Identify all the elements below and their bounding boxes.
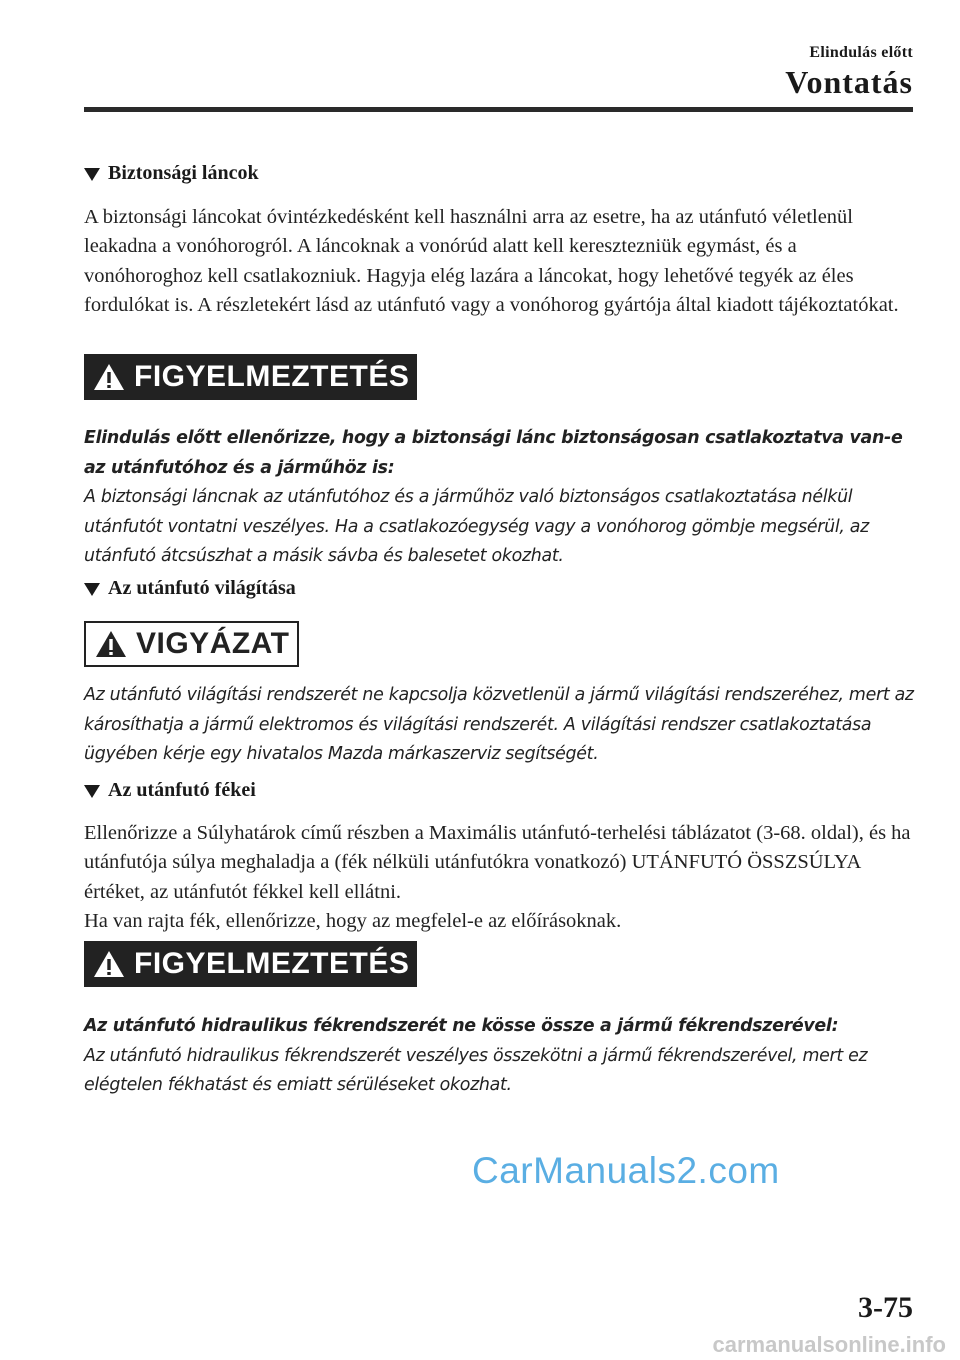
caution-body-text: Az utánfutó világítási rendszerét ne kapcsolja közvetlenül a jármű világítási rendszeréhez, mert az károsíthatja a jármű elektromos és világítási rendszerét. A világítási rendszer csatlakoztatása ügyében kérje egy hivatalos Mazda márkaszerviz segítségét. (84, 685, 914, 764)
warning-bold-text: Az utánfutó hidraulikus fékrendszerét ne kösse össze a jármű fékrendszerével: (84, 1016, 839, 1036)
warning-bold-text: Elindulás előtt ellenőrizze, hogy a biztonsági lánc biztonságosan csatlakoztatva van-e az utánfutóhoz és a járműhöz is: (84, 428, 903, 478)
site-watermark: carmanualsonline.info (712, 1332, 946, 1357)
warning-label: FIGYELMEZTETÉS (134, 360, 410, 393)
section-heading-safety-chains (84, 162, 259, 185)
chapter-subtitle: Elindulás előtt (809, 44, 913, 61)
paragraph: Ha van rajta fék, ellenőrizze, hogy az megfelel-e az előírásoknak. (84, 910, 622, 933)
warning-text-safety-chains (84, 424, 914, 572)
warning-body-text: A biztonsági láncnak az utánfutóhoz és a járműhöz való biztonságos csatlakoztatása nélkül utánfutót vontatni veszélyes. Ha a csatlakozóegység vagy a vonóhorog gömbje megsérül, az utánfutó átcsúszhat a másik sávba és balesetet okozhat. (84, 487, 869, 566)
warning-badge (84, 941, 417, 987)
section-heading-trailer-brakes (84, 779, 256, 802)
paragraph: A biztonsági láncokat óvintézkedésként kell használni arra az esetre, ha az utánfutó véletlenül leakadna a vonóhorogról. A láncoknak a vonórúd alatt kell keresztezniük egymást, és a vonóhoroghoz kell csatlakozniuk. Hagyja elég lazára a láncokat, hogy lehetővé tegyék az éles fordulókat is. A részletekért lásd az utánfutó vagy a vonóhorog gyártója által kiadott tájékoztatókat. (84, 206, 899, 317)
warning-badge (84, 354, 417, 400)
triangle-bullet-icon (84, 583, 100, 596)
triangle-bullet-icon (84, 168, 100, 181)
triangle-bullet-icon (84, 785, 100, 798)
section-heading-label: Az utánfutó fékei (108, 779, 256, 801)
section-heading-label: Az utánfutó világítása (108, 577, 296, 599)
watermark-text: CarManuals2.com (472, 1150, 780, 1191)
section-heading-label: Biztonsági láncok (108, 162, 259, 184)
warning-label: FIGYELMEZTETÉS (134, 947, 410, 980)
caution-triangle-icon (94, 629, 128, 659)
section-heading-trailer-lighting (84, 577, 296, 600)
warning-body-text: Az utánfutó hidraulikus fékrendszerét veszélyes összekötni a jármű fékrendszerével, mert ez elégtelen fékhatást és emiatt sérüléseket okozhat. (84, 1045, 868, 1095)
page-number: 3-75 (858, 1291, 913, 1324)
caution-text-trailer-lighting (84, 681, 914, 770)
header-divider (84, 107, 913, 112)
section-body-trailer-brakes (84, 819, 914, 937)
warning-triangle-icon (92, 949, 126, 979)
warning-triangle-icon (92, 362, 126, 392)
caution-badge (84, 621, 299, 667)
page-title: Vontatás (785, 64, 913, 100)
warning-text-trailer-brakes (84, 1012, 914, 1101)
caution-label: VIGYÁZAT (136, 627, 290, 660)
paragraph: Ellenőrizze a Súlyhatárok című részben a Maximális utánfutó-terhelési táblázatot (3-68. oldal), és ha utánfutója súlya meghaladja a (fék nélküli utánfutókra vonatkozó) UTÁNFUTÓ ÖSSZSÚLYA értéket, az utánfutót fékkel kell ellátni. (84, 822, 911, 903)
section-body-safety-chains (84, 203, 914, 321)
